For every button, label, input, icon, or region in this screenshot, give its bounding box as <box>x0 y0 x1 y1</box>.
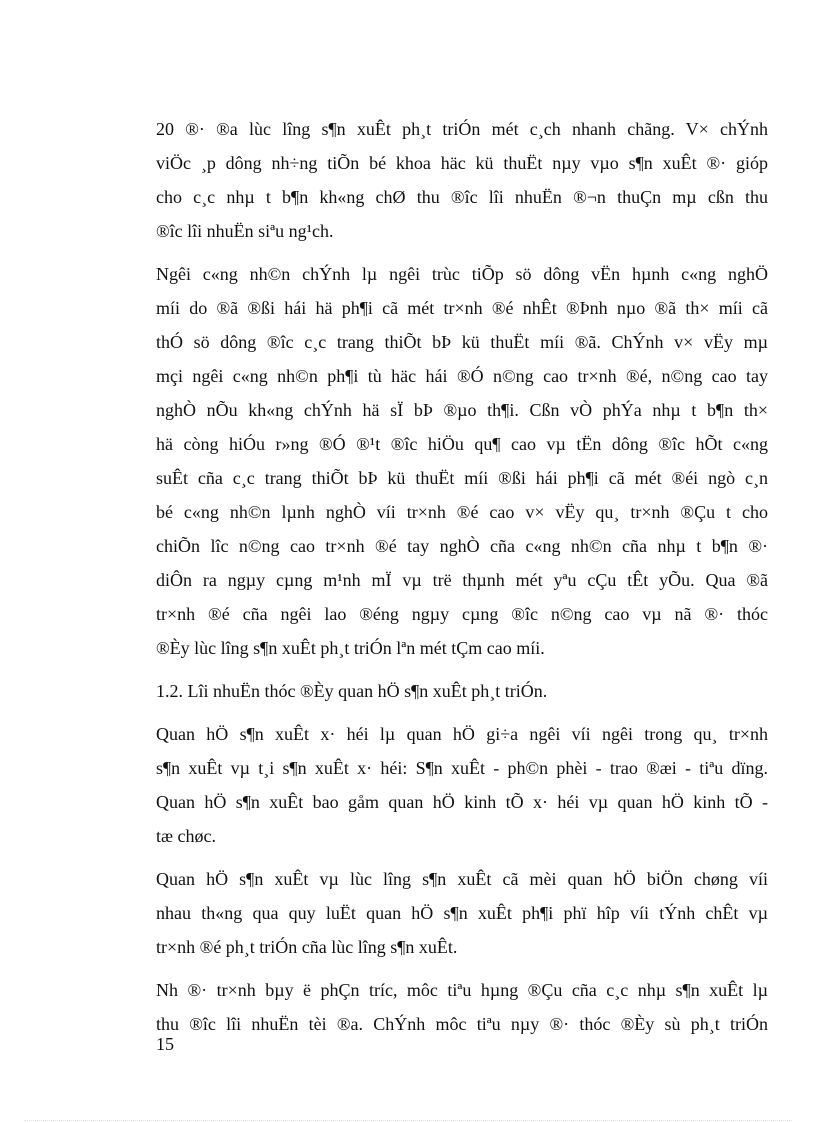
text-line: mçi ngêi c«ng nh©n ph¶i tù häc hái ®Ó n©ng cao tr×nh ®é, n©ng cao tay <box>156 366 768 386</box>
paragraph-5 <box>156 973 768 1041</box>
text-line: viÖc ¸p dông nh÷ng tiÕn bé khoa häc kü thuËt nµy vµo s¶n xuÊt ®· gióp <box>156 153 768 173</box>
text-line: hä còng hiÓu r»ng ®Ó ®¹t ®îc hiÖu qu¶ cao vµ tËn dông ®îc hÕt c«ng <box>156 434 768 454</box>
text-line: thÓ sö dông ®îc c¸c trang thiÕt bÞ kü thuËt míi ®ã. ChÝnh v× vËy mµ <box>156 332 768 352</box>
text-line: 20 ®· ®a lùc lîng s¶n xuÊt ph¸t triÓn mét c¸ch nhanh chãng. V× chÝnh <box>156 119 768 139</box>
text-line: s¶n xuÊt vµ t¸i s¶n xuÊt x· héi: S¶n xuÊt - ph©n phèi - trao ®æi - tiªu dïng. <box>156 758 768 778</box>
text-line: tr×nh ®é cña ngêi lao ®éng ngµy cµng ®îc n©ng cao vµ nã ®· thóc <box>156 604 768 624</box>
paragraph-1 <box>156 112 768 248</box>
text-line: suÊt cña c¸c trang thiÕt bÞ kü thuËt míi ®ßi hái ph¶i cã mét ®éi ngò c¸n <box>156 468 768 488</box>
text-line: Quan hÖ s¶n xuÊt x· héi lµ quan hÖ gi÷a ngêi víi ngêi trong qu¸ tr×nh <box>156 724 768 744</box>
body-text <box>156 112 768 1050</box>
text-line: nhau th«ng qua quy luËt quan hÖ s¶n xuÊt ph¶i phï hîp víi tÝnh chÊt vµ <box>156 903 768 923</box>
text-line: tr×nh ®é ph¸t triÓn cña lùc lîng s¶n xuÊt. <box>156 937 458 957</box>
text-line: tæ chøc. <box>156 826 216 846</box>
page-bottom-divider <box>24 1120 792 1121</box>
text-line: nghÒ nÕu kh«ng chÝnh hä sÏ bÞ ®µo th¶i. Cßn vÒ phÝa nhµ t b¶n th× <box>156 400 768 420</box>
text-line: ®îc lîi nhuËn siªu ng¹ch. <box>156 221 334 241</box>
text-line: Quan hÖ s¶n xuÊt vµ lùc lîng s¶n xuÊt cã mèi quan hÖ biÖn chøng víi <box>156 869 768 889</box>
text-line: cho c¸c nhµ t b¶n kh«ng chØ thu ®îc lîi nhuËn ®¬n thuÇn mµ cßn thu <box>156 187 768 207</box>
text-line: Quan hÖ s¶n xuÊt bao gåm quan hÖ kinh tÕ x· héi vµ quan hÖ kinh tÕ - <box>156 792 768 812</box>
text-line: diÔn ra ngµy cµng m¹nh mÏ vµ trë thµnh mét yªu cÇu tÊt yÕu. Qua ®ã <box>156 570 768 590</box>
heading-text: 1.2. Lîi nhuËn thóc ®Èy quan hÖ s¶n xuÊt ph¸t triÓn. <box>156 681 548 701</box>
paragraph-4 <box>156 862 768 964</box>
text-line: chiÕn lîc n©ng cao tr×nh ®é tay nghÒ cña c«ng nh©n cña nhµ t b¶n ®· <box>156 536 768 556</box>
paragraph-2 <box>156 257 768 665</box>
section-heading <box>156 674 768 708</box>
text-line: míi do ®ã ®ßi hái hä ph¶i cã mét tr×nh ®é nhÊt ®Þnh nµo ®ã th× míi cã <box>156 298 768 318</box>
text-line: Ngêi c«ng nh©n chÝnh lµ ngêi trùc tiÕp sö dông vËn hµnh c«ng nghÖ <box>156 264 768 284</box>
paragraph-3 <box>156 717 768 853</box>
text-line: bé c«ng nh©n lµnh nghÒ víi tr×nh ®é cao v× vËy qu¸ tr×nh ®Çu t cho <box>156 502 768 522</box>
text-line: Nh ®· tr×nh bµy ë phÇn tríc, môc tiªu hµng ®Çu cña c¸c nhµ s¶n xuÊt lµ <box>156 980 768 1000</box>
text-line: ®Èy lùc lîng s¶n xuÊt ph¸t triÓn lªn mét tÇm cao míi. <box>156 638 545 658</box>
text-line: thu ®îc lîi nhuËn tèi ®a. ChÝnh môc tiªu nµy ®· thóc ®Èy sù ph¸t triÓn <box>156 1014 768 1034</box>
page-number: 15 <box>156 1034 174 1054</box>
